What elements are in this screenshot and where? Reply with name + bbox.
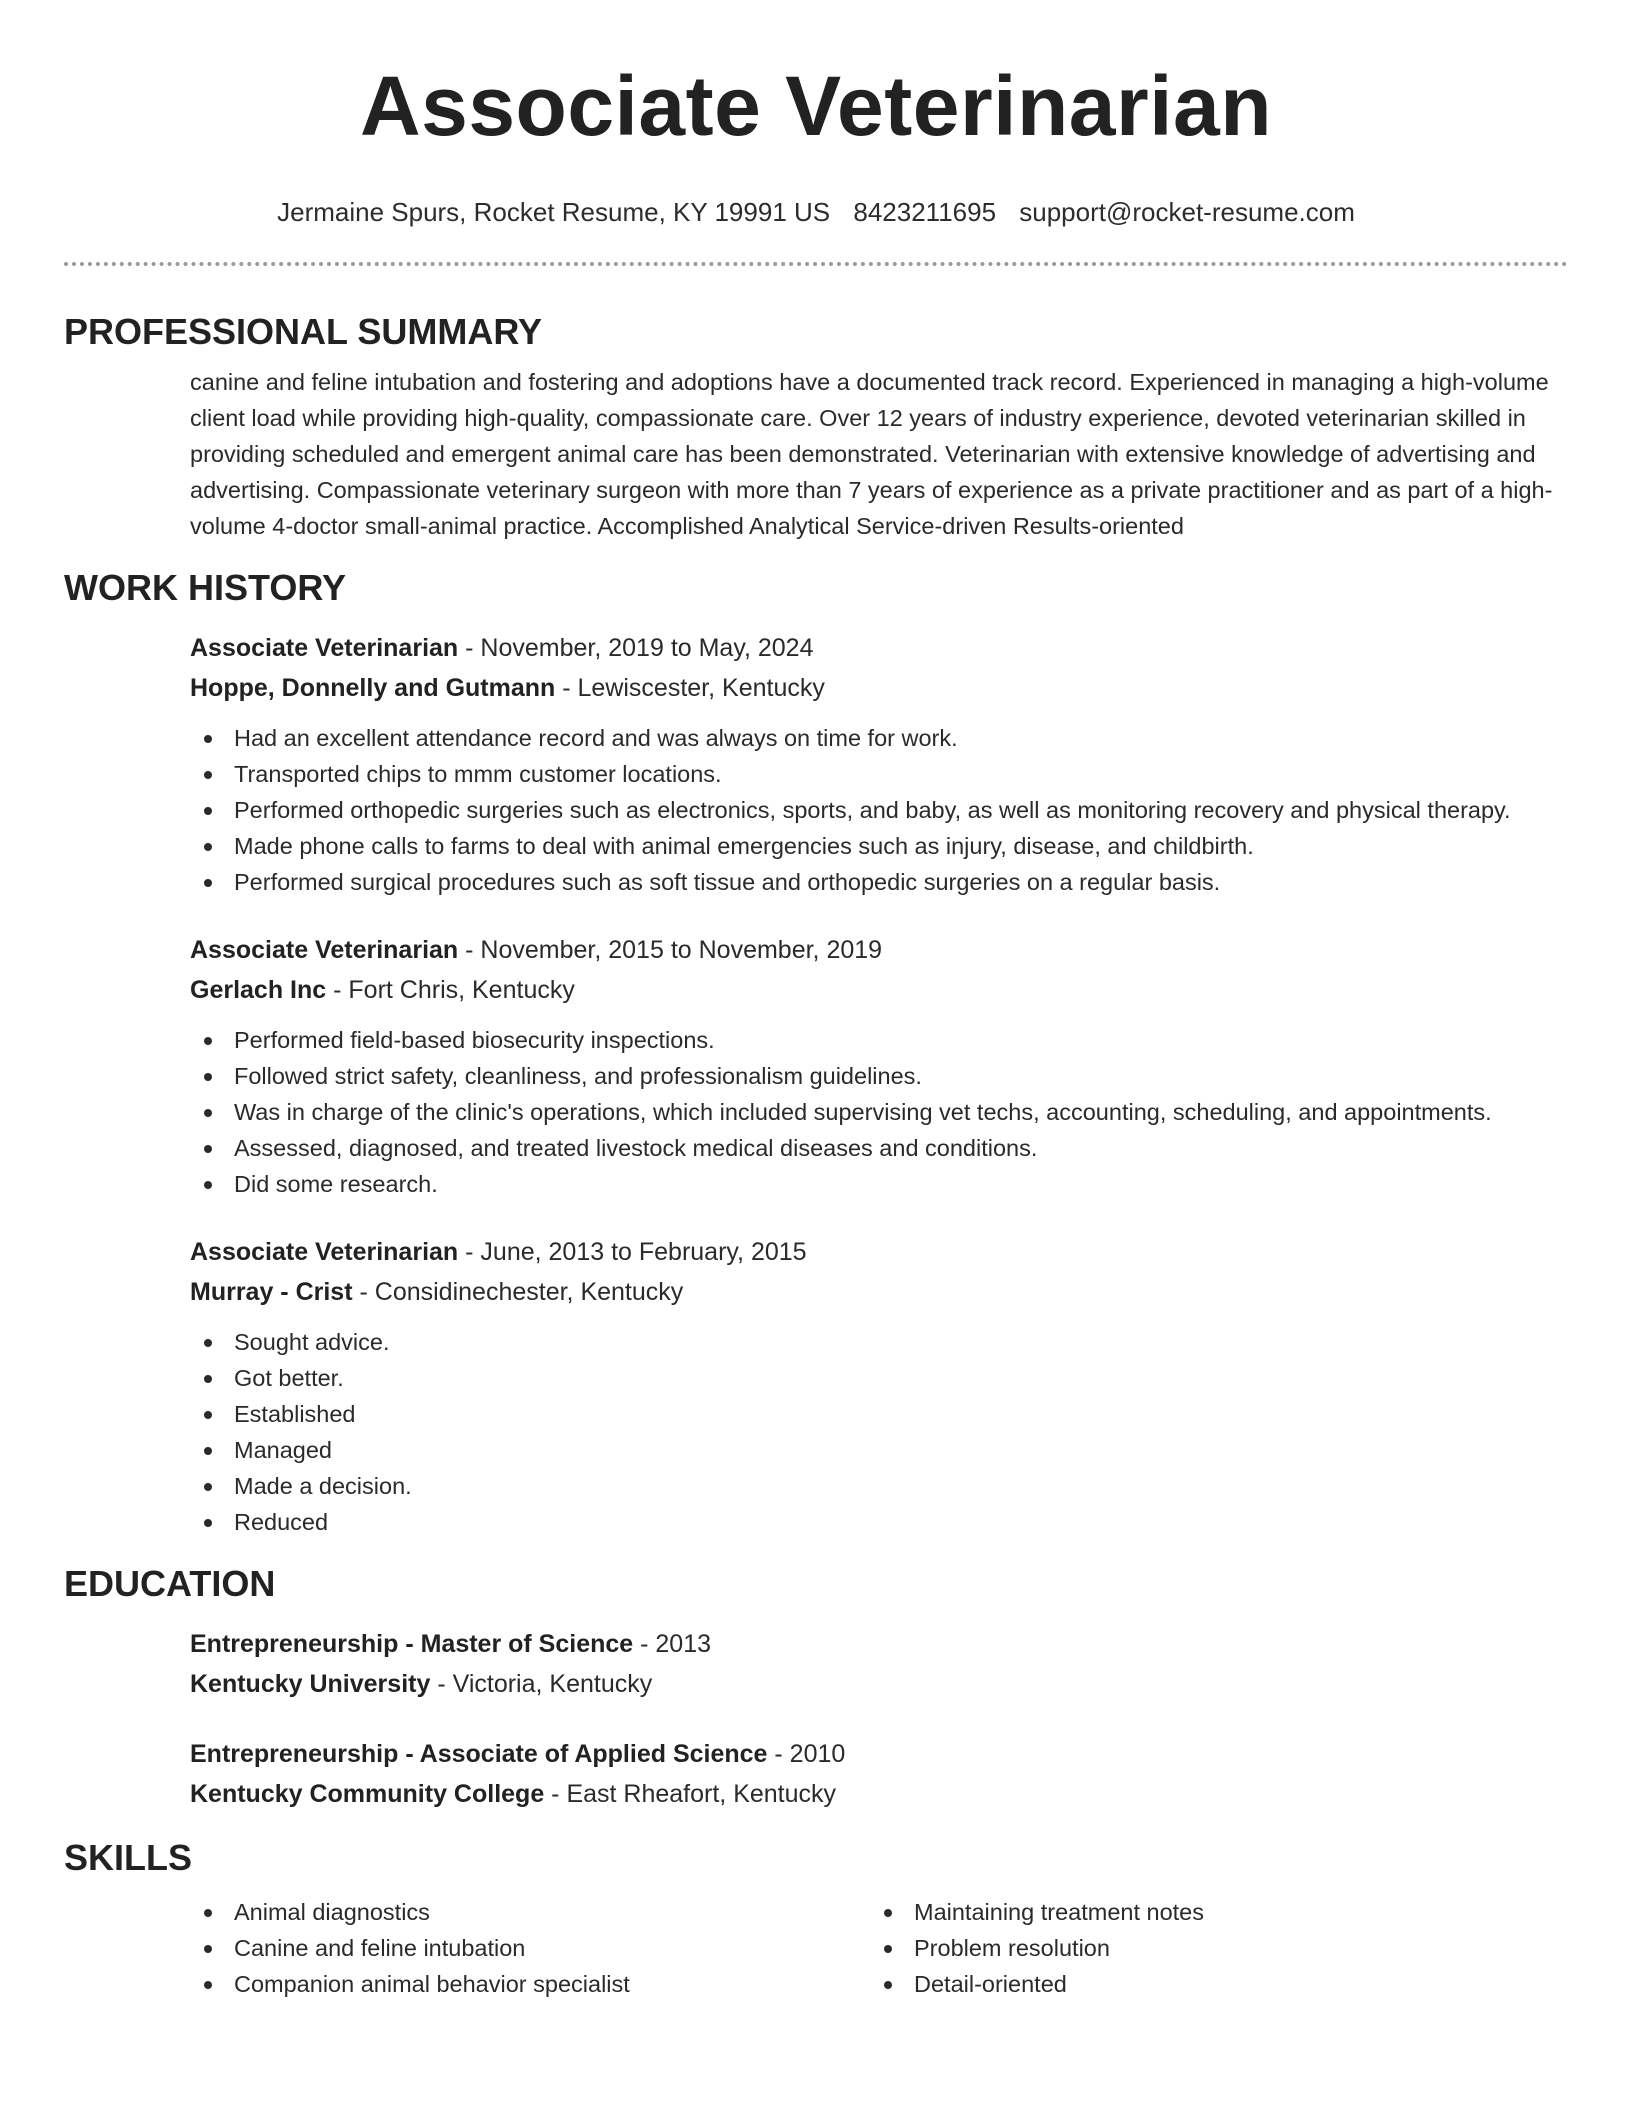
job-location: - Fort Chris, Kentucky [326,976,575,1004]
school-line [190,1664,1568,1704]
education-entry [64,1624,1568,1704]
job-company: Murray - Crist [190,1278,353,1306]
contact-address: Jermaine Spurs, Rocket Resume, KY 19991 US [277,197,831,227]
job-title: Associate Veterinarian [190,1238,459,1266]
degree-line [190,1624,1568,1664]
list-item: Established [190,1396,1568,1432]
list-item: Got better. [190,1360,1568,1396]
job-title: Associate Veterinarian [190,936,459,964]
list-item: Made phone calls to farms to deal with animal emergencies such as injury, disease, and childbirth. [190,828,1568,864]
degree-year: - 2010 [767,1740,846,1768]
list-item: Transported chips to mmm customer locations. [190,756,1568,792]
list-item: Did some research. [190,1166,1568,1202]
job-bullets [190,720,1568,900]
job-entry [64,1232,1568,1540]
education-heading: EDUCATION [64,1563,276,1604]
degree-name: Entrepreneurship - Associate of Applied Science [190,1740,768,1768]
job-location: - Lewiscester, Kentucky [555,674,825,702]
school-location: - Victoria, Kentucky [430,1670,653,1698]
skill-item: Animal diagnostics [190,1894,870,1930]
contact-email: support@rocket-resume.com [1019,197,1355,227]
contact-phone: 8423211695 [853,197,997,227]
skills-column-right [870,1894,1550,2002]
job-dates: - June, 2013 to February, 2015 [458,1238,807,1266]
job-company-line [190,970,1568,1010]
job-bullets [190,1324,1568,1540]
degree-line [190,1734,1568,1774]
degree-name: Entrepreneurship - Master of Science [190,1630,634,1658]
list-item: Assessed, diagnosed, and treated livestock medical diseases and conditions. [190,1130,1568,1166]
skills-bullets-right [870,1894,1550,2002]
job-company-line [190,668,1568,708]
skill-item: Companion animal behavior specialist [190,1966,870,2002]
summary-heading: PROFESSIONAL SUMMARY [64,311,543,352]
school-name: Kentucky Community College [190,1780,545,1808]
job-title-line [190,628,1568,668]
list-item: Managed [190,1432,1568,1468]
skill-item: Problem resolution [870,1930,1550,1966]
job-company-line [190,1272,1568,1312]
job-entry [64,628,1568,900]
summary-text: canine and feline intubation and fostering and adoptions have a documented track record. Experienced in managing a high-volume client load while providing high-quality, compassionate care. Over 12 years of industry experience, devoted veterinarian skilled in providing scheduled and emergent animal care has been demonstrated. Veterinarian with extensive knowledge of advertising and advertising. Compassionate veterinary surgeon with more than 7 years of experience as a private practitioner and as part of a high-volume 4-doctor small-animal practice. Accomplished Analytical Service-driven Results-oriented [190,369,1553,539]
job-dates: - November, 2019 to May, 2024 [458,634,814,662]
job-entry [64,930,1568,1202]
job-title-line [190,1232,1568,1272]
work-history-heading: WORK HISTORY [64,567,347,608]
skill-item: Maintaining treatment notes [870,1894,1550,1930]
skills-list [190,1894,1568,2002]
job-bullets [190,1022,1568,1202]
list-item: Followed strict safety, cleanliness, and professionalism guidelines. [190,1058,1568,1094]
list-item: Sought advice. [190,1324,1568,1360]
list-item: Performed field-based biosecurity inspections. [190,1022,1568,1058]
list-item: Reduced [190,1504,1568,1540]
job-title-line [190,930,1568,970]
education-entry [64,1734,1568,1814]
job-company: Hoppe, Donnelly and Gutmann [190,674,556,702]
job-title: Associate Veterinarian [190,634,459,662]
school-location: - East Rheafort, Kentucky [544,1780,837,1808]
skills-heading: SKILLS [64,1837,193,1878]
list-item: Made a decision. [190,1468,1568,1504]
degree-year: - 2013 [633,1630,712,1658]
skill-item: Detail-oriented [870,1966,1550,2002]
list-item: Was in charge of the clinic's operations, which included supervising vet techs, accounting, scheduling, and appointments. [190,1094,1568,1130]
school-line [190,1774,1568,1814]
list-item: Had an excellent attendance record and was always on time for work. [190,720,1568,756]
skills-column-left [190,1894,870,2002]
school-name: Kentucky University [190,1670,431,1698]
header-divider [64,262,1568,266]
job-company: Gerlach Inc [190,976,327,1004]
skills-bullets-left [190,1894,870,2002]
list-item: Performed orthopedic surgeries such as electronics, sports, and baby, as well as monitoring recovery and physical therapy. [190,792,1568,828]
skill-item: Canine and feline intubation [190,1930,870,1966]
job-dates: - November, 2015 to November, 2019 [458,936,883,964]
job-location: - Considinechester, Kentucky [352,1278,684,1306]
resume-title: Associate Veterinarian [359,59,1273,153]
contact-line [64,196,1568,228]
list-item: Performed surgical procedures such as soft tissue and orthopedic surgeries on a regular basis. [190,864,1568,900]
